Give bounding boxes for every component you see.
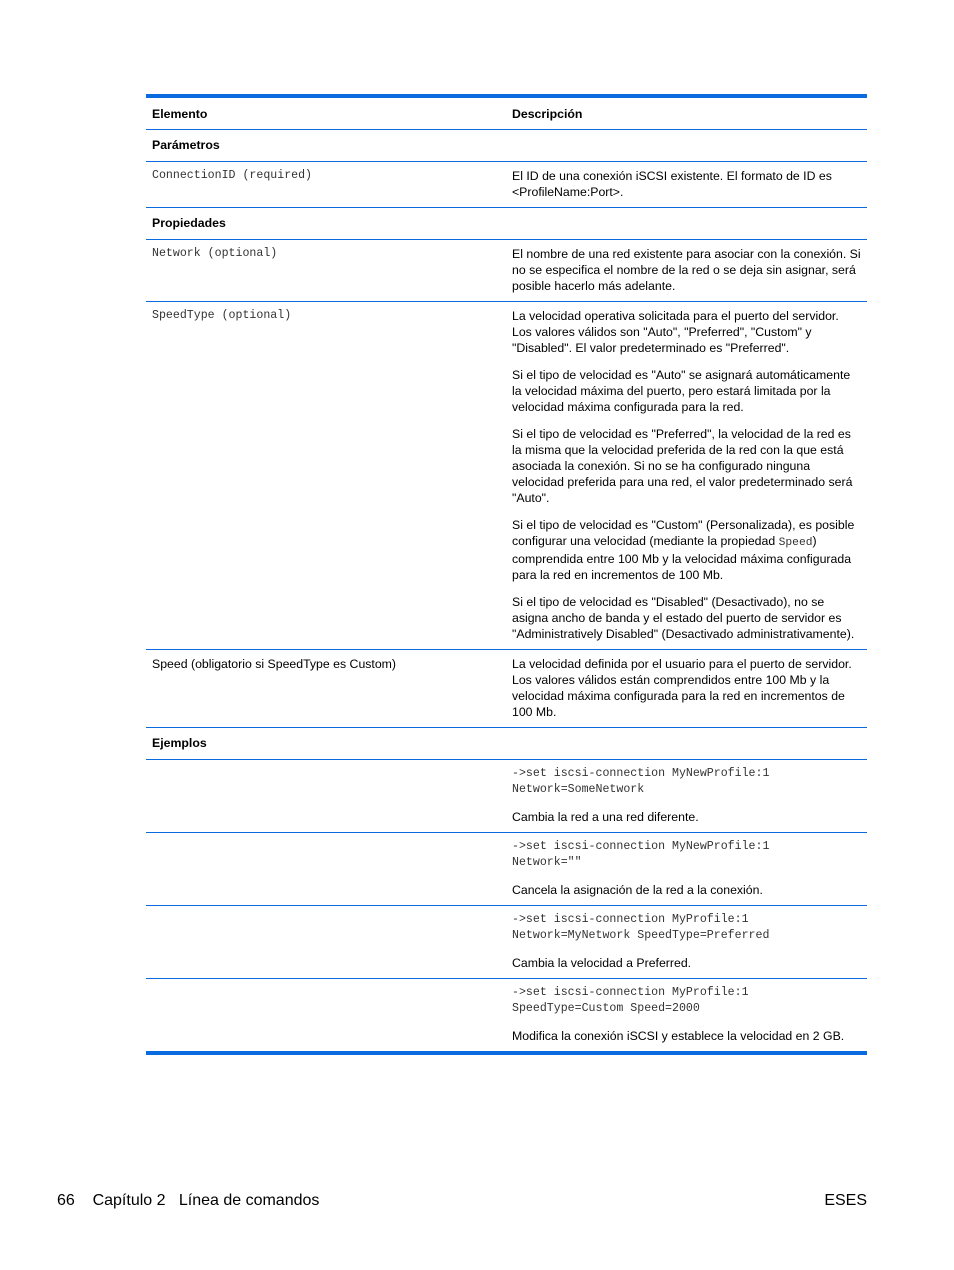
- header-elemento: Elemento: [152, 107, 208, 121]
- section-title: Parámetros: [146, 130, 506, 162]
- header-descripcion: Descripción: [512, 107, 583, 121]
- section-parametros: [146, 130, 867, 162]
- section-title: Ejemplos: [146, 728, 506, 760]
- example-row: [146, 833, 867, 906]
- element-speed: Speed (obligatorio si SpeedType es Custom): [146, 650, 506, 728]
- parameters-table: [146, 94, 867, 1055]
- speed-type-paragraph: Si el tipo de velocidad es "Auto" se asignará automáticamente la velocidad máxima del puerto, pero estará limitada por la velocidad máxima configurada para la red.: [512, 368, 851, 414]
- element-speed-type: SpeedType (optional): [146, 302, 506, 650]
- element-network: Network (optional): [146, 240, 506, 302]
- example-command: ->set iscsi-connection MyProfile:1 SpeedType=Custom Speed=2000: [512, 986, 749, 1015]
- example-row: [146, 906, 867, 979]
- table-row: [146, 240, 867, 302]
- example-description: Cambia la velocidad a Preferred.: [512, 956, 692, 970]
- table-row: [146, 162, 867, 208]
- example-command: ->set iscsi-connection MyNewProfile:1 Network=SomeNetwork: [512, 767, 770, 796]
- description-network: El nombre de una red existente para asociar con la conexión. Si no se especifica el nombre de la red o se deja sin asignar, será posible hacerlo más adelante.: [506, 240, 867, 302]
- section-ejemplos: [146, 728, 867, 760]
- chapter-title: Capítulo 2 Línea de comandos: [92, 1192, 320, 1209]
- speed-property-code: Speed: [778, 537, 813, 549]
- locale-code: ESES: [824, 1192, 867, 1209]
- speed-type-paragraph: [512, 517, 861, 583]
- section-title: Propiedades: [146, 208, 506, 240]
- element-connection-id: ConnectionID (required): [146, 162, 506, 208]
- speed-type-text: Si el tipo de velocidad es "Custom" (Personalizada), es posible configurar una velocidad (mediante la propiedad: [512, 518, 855, 548]
- speed-type-text: ) comprendida entre 100 Mb y la velocidad máxima configurada para la red en incrementos de 100 Mb.: [512, 534, 852, 582]
- example-description: Cancela la asignación de la red a la conexión.: [512, 883, 763, 897]
- description-connection-id: El ID de una conexión iSCSI existente. El formato de ID es <ProfileName:Port>.: [506, 162, 867, 208]
- example-command: ->set iscsi-connection MyProfile:1 Network=MyNetwork SpeedType=Preferred: [512, 913, 770, 942]
- table-row: [146, 302, 867, 650]
- description-speed-type: [506, 302, 867, 650]
- speed-type-paragraph: La velocidad operativa solicitada para el puerto del servidor. Los valores válidos son "Auto", "Preferred", "Custom" y "Disabled". El valor predeterminado es "Preferred".: [512, 309, 839, 355]
- table-row: [146, 650, 867, 728]
- example-description: Cambia la red a una red diferente.: [512, 810, 699, 824]
- example-description: Modifica la conexión iSCSI y establece la velocidad en 2 GB.: [512, 1029, 845, 1043]
- speed-type-paragraph: Si el tipo de velocidad es "Preferred", la velocidad de la red es la misma que la velocidad preferida de la red con la que está asociada la conexión. Si no se ha configurado ninguna velocidad preferida para una red, el valor predeterminado será "Auto".: [512, 427, 853, 505]
- speed-type-paragraph: Si el tipo de velocidad es "Disabled" (Desactivado), no se asigna ancho de banda y el estado del puerto de servidor es "Administratively Disabled" (Desactivado administrativamente).: [512, 595, 855, 641]
- description-speed: La velocidad definida por el usuario para el puerto de servidor. Los valores válidos están comprendidos entre 100 Mb y la velocidad máxima configurada para la red en incrementos de 100 Mb.: [506, 650, 867, 728]
- example-command: ->set iscsi-connection MyNewProfile:1 Network="": [512, 840, 770, 869]
- table-header-row: [146, 96, 867, 130]
- section-propiedades: [146, 208, 867, 240]
- example-row: [146, 760, 867, 833]
- example-row: [146, 979, 867, 1054]
- page-number: 66: [57, 1192, 75, 1209]
